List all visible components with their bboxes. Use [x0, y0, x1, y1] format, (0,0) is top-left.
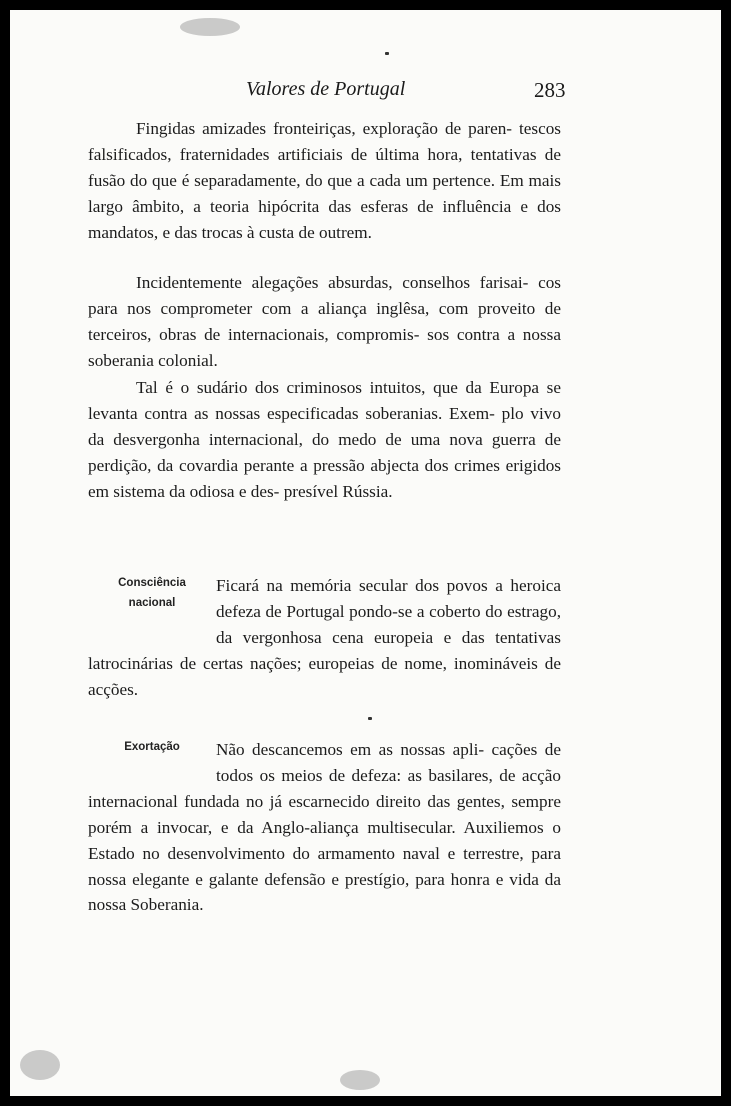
section-paragraph: Não descancemos em as nossas apli- cações de todos os meios de defeza: as basilares, de acção internacional fundada no já escarnecido direito das gentes, sempre porém a invocar, e da Anglo-aliança multisecular. Auxiliemos o Estado no desenvolvimento do armamento naval e terrestre, para nossa elegante e galante defensão e prestígio, para honra e vida da nossa Soberania.: [88, 740, 561, 915]
running-title: Valores de Portugal: [246, 78, 406, 100]
paragraph-block: [88, 270, 561, 374]
page-header: [10, 78, 721, 108]
paragraph-block: [88, 116, 561, 246]
marginal-heading: [88, 573, 216, 625]
paper-stain: [180, 18, 240, 36]
section-paragraph: Ficará na memória secular dos povos a heroica defeza de Portugal pondo-se a coberto do estrago, da vergonhosa cena europeia e das tentativas latrocinárias de certas nações; europeias de nome, inomináveis de acções.: [88, 576, 561, 699]
paragraph: Incidentemente alegações absurdas, conselhos farisai- cos para nos comprometer com a aliança inglêsa, com proveito de terceiros, obras de internacionais, compromis- sos contra a nossa soberania colonial.: [88, 273, 561, 370]
paragraph-block: [88, 375, 561, 505]
marginal-heading-line: Exortação: [124, 741, 180, 753]
paper-stain: [20, 1050, 60, 1080]
marginal-heading-line: Consciência: [118, 577, 186, 589]
ink-dot: [385, 52, 389, 55]
page-number: 283: [534, 78, 566, 102]
marginal-heading: [88, 737, 216, 763]
section-exortacao: [88, 737, 561, 918]
book-page: [10, 10, 721, 1096]
paragraph: Fingidas amizades fronteiriças, exploração de paren- tescos falsificados, fraternidades artificiais de última hora, tentativas de fusão do que é separadamente, do que a cada um pertence. Em mais largo âmbito, a teoria hipócrita das esferas de influência e dos mandatos, e das trocas à custa de outrem.: [88, 119, 561, 242]
marginal-heading-line: nacional: [128, 597, 176, 609]
paper-stain: [340, 1070, 380, 1090]
paragraph: Tal é o sudário dos criminosos intuitos, que da Europa se levanta contra as nossas especificadas soberanias. Exem- plo vivo da desvergonha internacional, do medo de uma nova guerra de perdição, da covardia perante a pressão abjecta dos crimes erigidos em sistema da odiosa e des- presível Rússia.: [88, 378, 561, 501]
section-consciencia-nacional: [88, 573, 561, 703]
ink-dot: [368, 717, 372, 720]
